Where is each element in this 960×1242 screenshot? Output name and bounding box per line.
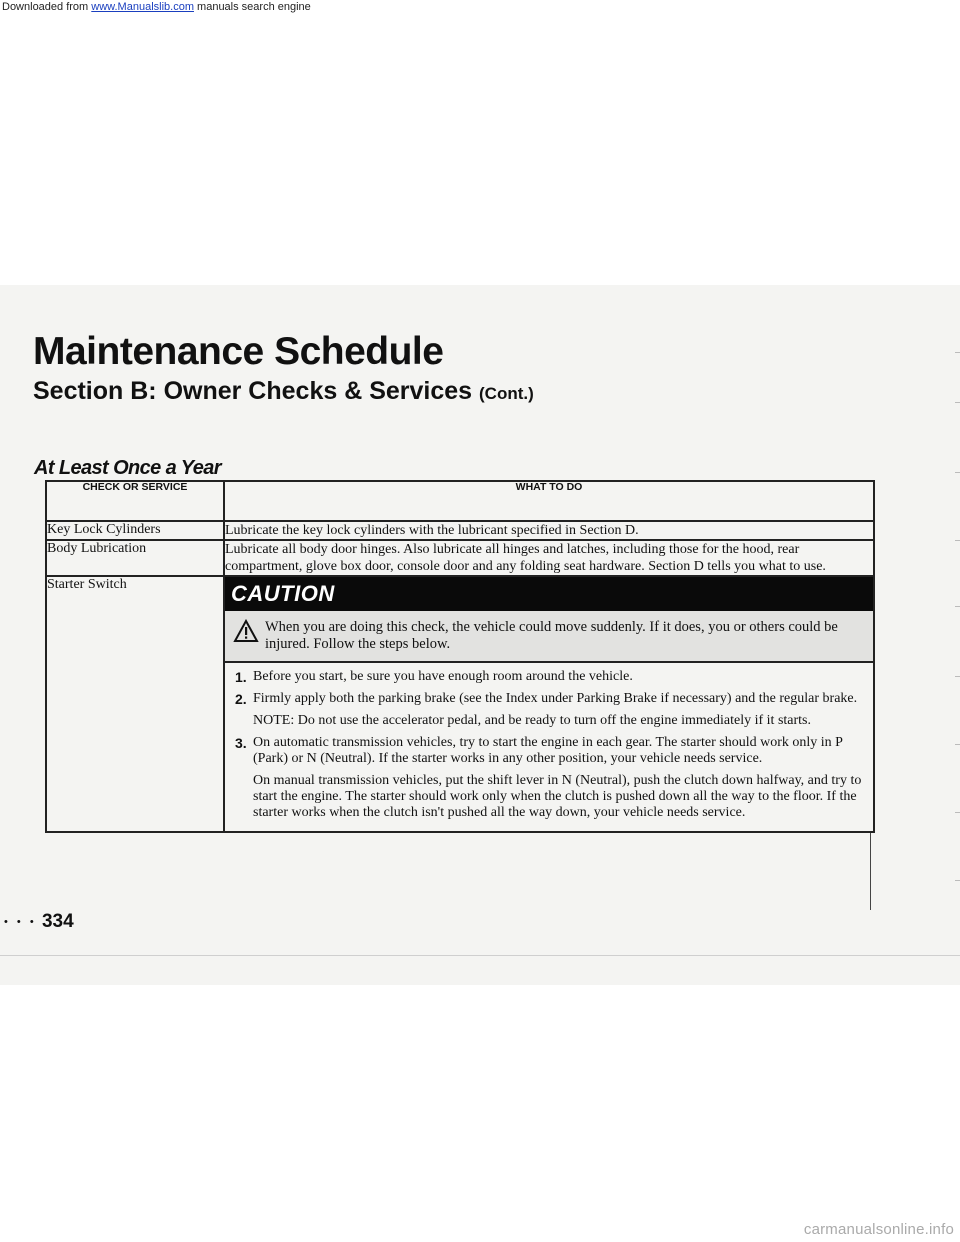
maintenance-table	[45, 480, 875, 833]
subtitle-cont: (Cont.)	[479, 384, 534, 403]
page-number-value: 334	[41, 911, 74, 932]
header-prefix: Downloaded from	[2, 1, 92, 13]
subtitle-text: Section B: Owner Checks & Services	[33, 377, 473, 405]
step-number: 1.	[235, 669, 247, 685]
step-text: Firmly apply both the parking brake (see the Index under Parking Brake if necessary) and the regular brake.	[253, 691, 858, 706]
steps-list	[225, 663, 873, 831]
caution-box	[225, 611, 873, 663]
row-check: Key Lock Cylinders	[46, 521, 224, 540]
edge-mark	[955, 402, 960, 403]
step-number: 2.	[235, 691, 247, 707]
row-what: Lubricate all body door hinges. Also lubricate all hinges and latches, including those for the hood, rear compartment, glove box door, console door and any folding seat hardware. Section D tells you what to use.	[224, 540, 874, 576]
table-row	[46, 576, 874, 832]
step-item	[235, 735, 863, 821]
step-text: Before you start, be sure you have enough room around the vehicle.	[253, 669, 633, 684]
page-subtitle	[33, 377, 534, 406]
edge-mark	[955, 880, 960, 881]
step-item	[235, 691, 863, 729]
table-row	[46, 540, 874, 576]
step-note: NOTE: Do not use the accelerator pedal, and be ready to turn off the engine immediately if it starts.	[253, 713, 811, 728]
edge-mark	[955, 472, 960, 473]
edge-mark	[955, 676, 960, 677]
row-what: Lubricate the key lock cylinders with the lubricant specified in Section D.	[224, 521, 874, 540]
step-note: On manual transmission vehicles, put the shift lever in N (Neutral), push the clutch down halfway, and try to start the engine. The starter should work only when the clutch is pushed down all the way to the floor. If the starter works when the clutch isn't pushed all the way down, your vehicle needs service.	[253, 773, 862, 820]
interval-heading: At Least Once a Year	[34, 457, 221, 479]
caution-label: CAUTION	[225, 577, 873, 611]
row-what	[224, 576, 874, 832]
table-header-row	[46, 481, 874, 521]
edge-mark	[955, 606, 960, 607]
edge-mark	[955, 540, 960, 541]
caution-text: When you are doing this check, the vehicle could move suddenly. If it does, you or others could be injured. Follow the steps below.	[265, 619, 838, 652]
manualslib-link[interactable]: www.Manualslib.com	[91, 1, 194, 13]
row-check: Body Lubrication	[46, 540, 224, 576]
row-check: Starter Switch	[46, 576, 224, 832]
edge-mark	[955, 744, 960, 745]
page-title: Maintenance Schedule	[33, 330, 444, 373]
step-text: On automatic transmission vehicles, try to start the engine in each gear. The starter should work only in P (Park) or N (Neutral). If the starter works in any other position, your vehicle needs service.	[253, 735, 843, 766]
step-item	[235, 669, 863, 685]
warning-triangle-icon	[233, 619, 259, 643]
footer-watermark: carmanualsonline.info	[803, 1221, 954, 1238]
page-number-dots: • • •	[4, 915, 37, 928]
edge-mark	[955, 812, 960, 813]
col-what-header: WHAT TO DO	[224, 481, 874, 521]
step-number: 3.	[235, 735, 247, 751]
col-check-header: CHECK OR SERVICE	[46, 481, 224, 521]
table-row	[46, 521, 874, 540]
page-bottom-rule	[0, 955, 960, 956]
header-suffix: manuals search engine	[193, 1, 311, 13]
download-header	[0, 0, 960, 14]
edge-mark	[955, 352, 960, 353]
page-number	[4, 911, 74, 933]
